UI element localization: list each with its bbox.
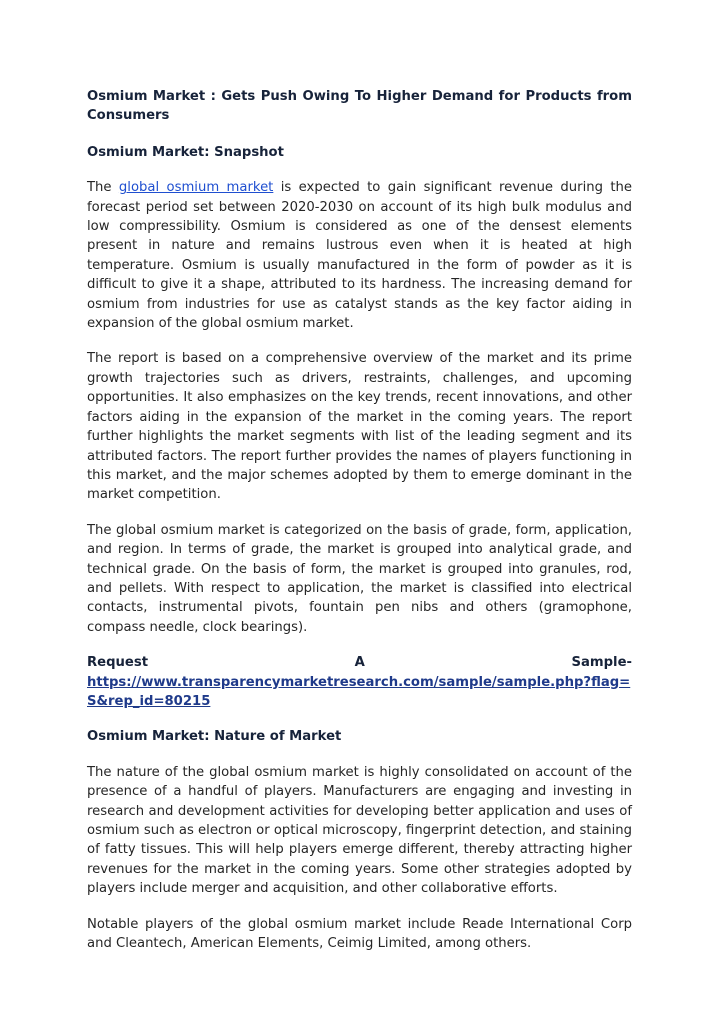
paragraph-segmentation: The global osmium market is categorized on the basis of grade, form, application, and region. In terms of grade, the market is grouped into analytical grade, and technical grade. On the basis of form, the market is grouped into granules, rod, and pellets. With respect to application, the market is classified into electrical contacts, instrumental pivots, fountain pen nibs and others (gramophone, compass needle, clock bearings). [87,522,632,635]
paragraph-prefix: The [87,180,119,196]
request-sample-line [87,653,632,672]
request-word: Request [87,655,149,671]
a-word: A [354,655,365,671]
paragraph-suffix: is expected to gain significant revenue during the forecast period set between 2020-2030 on account of its high bulk modulus and low compressibility. Osmium is considered as one of the densest elements present in nature and remains lustrous even when it is heated at high temperature. Osmium is usually manufactured in the form of powder as it is difficult to give it a shape, attributed to its hardness. The increasing demand for osmium from industries for use as catalyst stands as the key factor aiding in expansion of the global osmium market. [87,180,632,332]
snapshot-heading: Osmium Market: Snapshot [87,144,284,160]
paragraph-report-overview: The report is based on a comprehensive overview of the market and its prime growth trajectories such as drivers, restraints, challenges, and upcoming opportunities. It also emphasizes on the key trends, recent innovations, and other factors aiding in the expansion of the market in the coming years. The report further highlights the market segments with list of the leading segment and its attributed factors. The report further provides the names of players functioning in this market, and the major schemes adopted by them to emerge dominant in the market competition. [87,351,632,503]
document-title: Osmium Market : Gets Push Owing To Higher Demand for Products from Consumers [87,89,632,124]
paragraph-players: Notable players of the global osmium market include Reade International Corp and Cleantech, American Elements, Ceimig Limited, among others. [87,916,632,952]
global-osmium-market-link[interactable]: global osmium market [118,180,274,196]
paragraph-snapshot [87,178,632,333]
sample-word: Sample- [571,655,632,671]
paragraph-nature: The nature of the global osmium market is highly consolidated on account of the presence of a handful of players. Manufacturers are engaging and investing in research and development activities for developing better application and uses of osmium such as electron or optical microscopy, fingerprint detection, and staining of fatty tissues. This will help players emerge different, thereby attracting higher revenues for the market in the coming years. Some other strategies adopted by players include merger and acquisition, and other collaborative efforts. [87,764,632,897]
request-sample-link[interactable]: https://www.transparencymarketresearch.com/sample/sample.php?flag=S&rep_id=80215 [87,674,631,709]
document-page [87,87,632,969]
nature-heading: Osmium Market: Nature of Market [87,729,342,745]
request-sample-block [87,653,632,711]
